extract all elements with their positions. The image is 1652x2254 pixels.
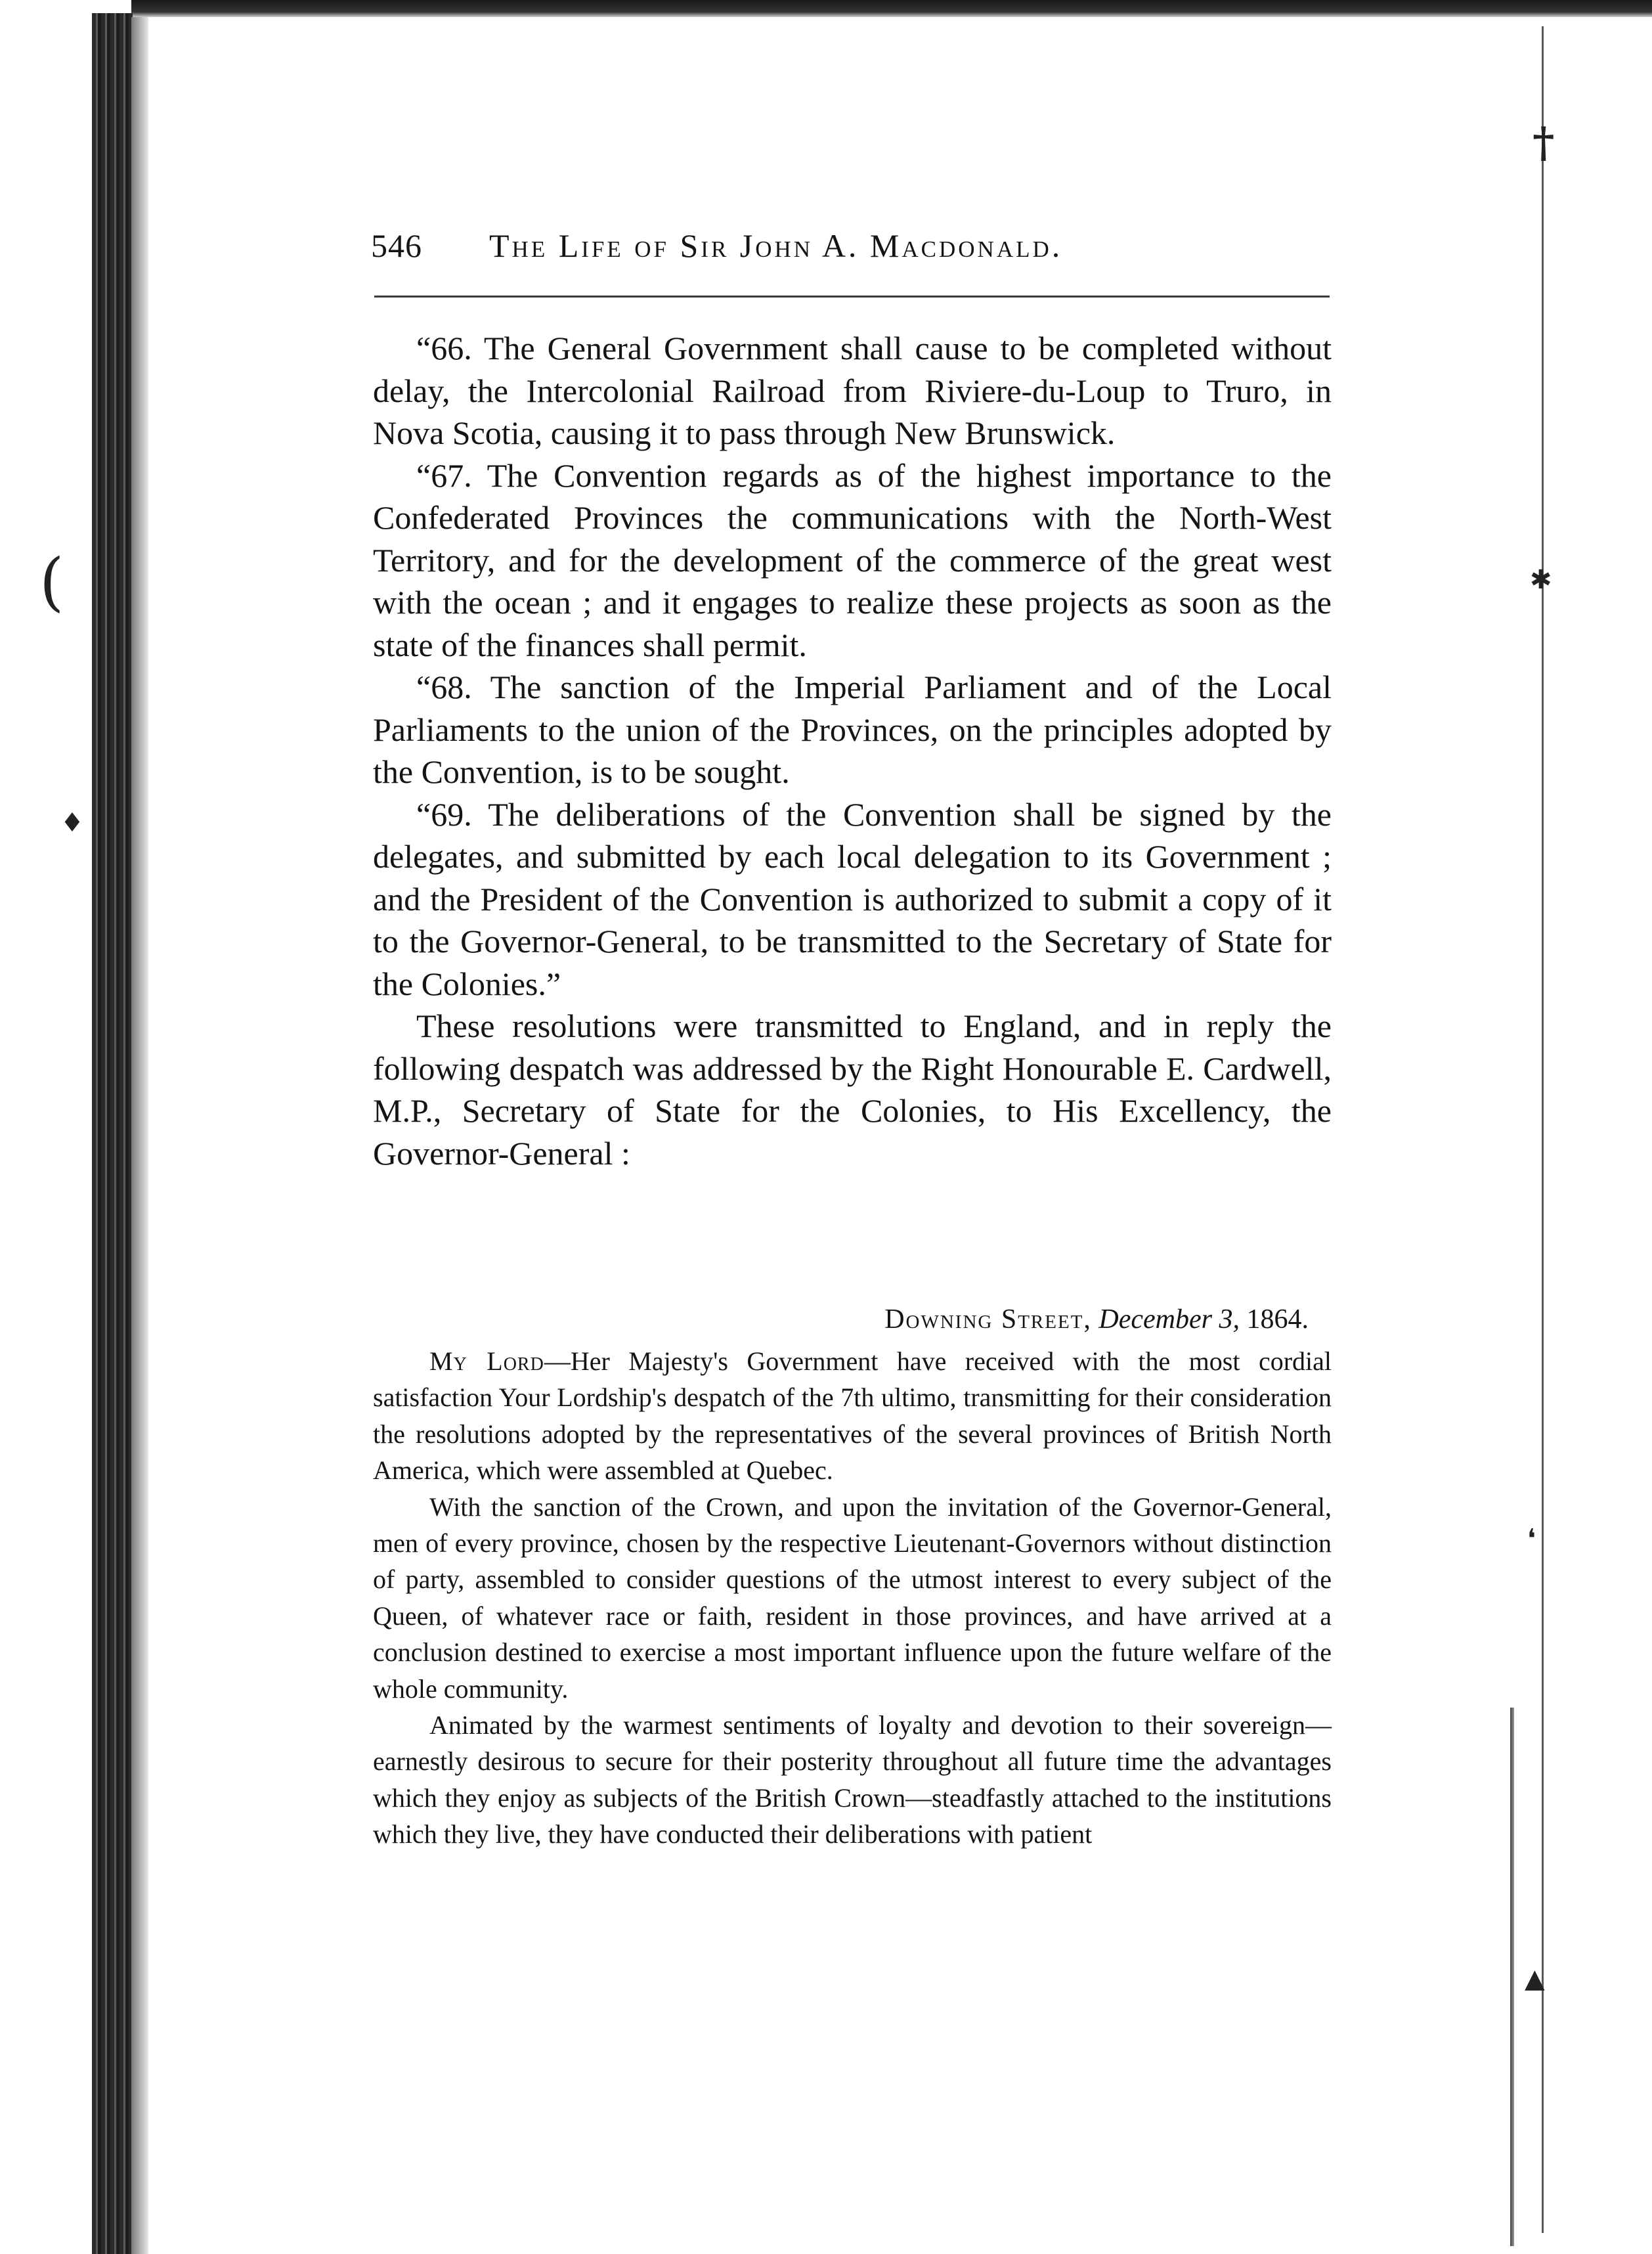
running-head: [371, 227, 1326, 273]
despatch-paragraph: [373, 1343, 1332, 1489]
despatch-salutation: My Lord: [429, 1346, 544, 1376]
despatch-paragraph: Animated by the warmest sentiments of loyalty and devotion to their sovereign—earnestly desirous to secure for their posterity throughout all future time the advantages which they enjoy as subjects of the British Crown—steadfastly attached to the institutions which they live, they have conducted their deliberations with patient: [373, 1710, 1332, 1849]
resolution-68: “68. The sanction of the Imperial Parliament and of the Local Parliaments to the union of the Provinces, on the principles adopted by the Convention, is to be sought.: [373, 669, 1332, 790]
despatch-year: 1864.: [1246, 1304, 1309, 1335]
running-title: The Life of Sir John A. Macdonald.: [489, 227, 1063, 264]
scan-top-edge: [131, 0, 1652, 17]
margin-ink-mark: ♦: [60, 808, 84, 838]
resolution-66: “66. The General Government shall cause to be completed without delay, the Intercolonial Railroad from Riviere-du-Loup to Truro, in Nova Scotia, causing it to pass through New Brunswick.: [373, 330, 1332, 451]
right-bottom-edge: [1510, 1708, 1514, 2246]
despatch-paragraph: With the sanction of the Crown, and upon the invitation of the Governor-General, men of every province, chosen by the respective Lieutenant-Governors without distinction of party, assembled to consider questions of the utmost interest to every subject of the Queen, of whatever race or faith, resident in those provinces, and have arrived at a conclusion destined to exercise a most important influence upon the future welfare of the whole community.: [373, 1492, 1332, 1704]
margin-dagger-mark: †: [1532, 118, 1555, 167]
narrative-paragraph: These resolutions were transmitted to England, and in reply the following despatch was addressed by the Right Honourable E. Cardwell, M.P., Secretary of State for the Colonies, to His Excellency, the Governor-General :: [373, 1007, 1332, 1172]
despatch-dateline: [373, 1304, 1309, 1335]
book-spine-edge: [92, 13, 133, 2254]
margin-ink-mark: ✱: [1530, 565, 1552, 595]
header-rule: [374, 296, 1330, 298]
margin-bracket-mark: (: [39, 545, 64, 619]
resolution-67: “67. The Convention regards as of the highest importance to the Confederated Provinces the communications with the North-West Territory, and for the development of the commerce of the great west with the ocean ; and it engages to realize these projects as soon as the state of the finances shall permit.: [373, 456, 1332, 663]
resolution-69: “69. The deliberations of the Convention shall be signed by the delegates, and submitted by each local delegation to its Government ; and the President of the Convention is authorized to submit a copy of it to the Governor-General, to be transmitted to the Secretary of State for the Colonies.”: [373, 795, 1332, 1002]
right-page-edge: [1542, 26, 1544, 2233]
margin-ink-mark: ▲: [1525, 1964, 1545, 1994]
margin-ink-mark: ❛: [1527, 1524, 1536, 1554]
despatch-month-day: December 3,: [1098, 1304, 1240, 1335]
despatch-text: [373, 1343, 1332, 1853]
page-gutter-shadow: [131, 17, 148, 2254]
page-number: 546: [371, 227, 422, 264]
despatch-paragraph-1-text: —Her Majesty's Government have received with the most cordial satisfaction Your Lordship's despatch of the 7th ultimo, transmitting for their consideration the resolutions adopted by the representatives of the several provinces of British North America, which were assembled at Quebec.: [373, 1346, 1332, 1486]
main-text: [373, 327, 1332, 1174]
despatch-place: Downing Street,: [884, 1304, 1092, 1335]
